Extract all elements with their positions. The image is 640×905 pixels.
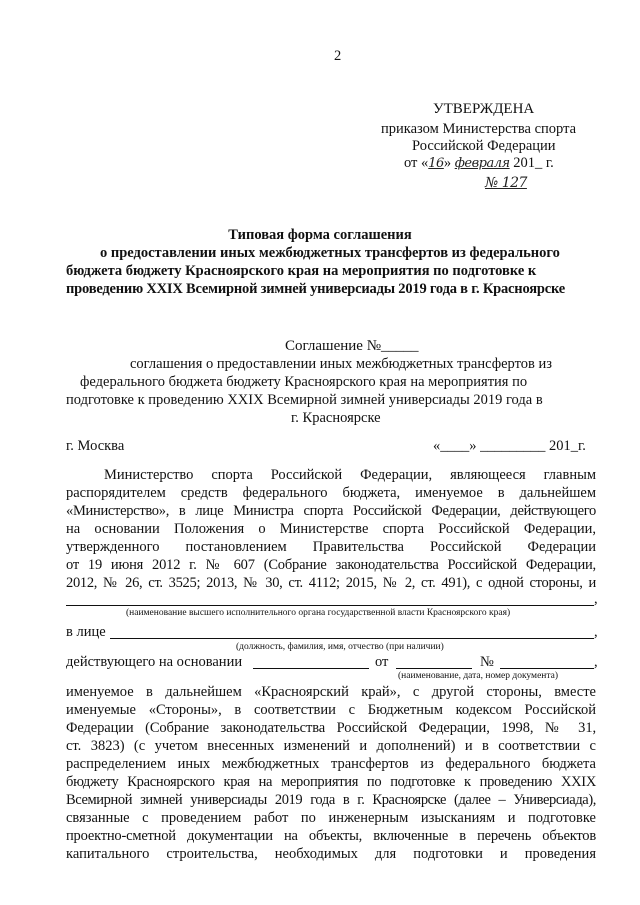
- place-city: г. Москва: [66, 438, 125, 454]
- in-person-label: в лице: [66, 624, 106, 640]
- field1-comma: ,: [594, 591, 598, 607]
- field3-caption: (наименование, дата, номер документа): [398, 671, 559, 681]
- para2-line: распределением иных межбюджетных трансфертов из федерального бюджета: [66, 756, 596, 772]
- form-title-line2: о предоставлении иных межбюджетных трансфертов из федерального: [100, 245, 560, 261]
- field3-comma: ,: [594, 654, 598, 670]
- para1-line: «Министерство», в лице Министра спорта Российской Федерации, действующего: [66, 503, 596, 519]
- form-title-line1: Типовая форма соглашения: [228, 227, 412, 243]
- agreement-number: Соглашение №_____: [285, 338, 419, 354]
- para2-line: связанные с проведением работ по инженерным изысканиям и подготовке: [66, 810, 596, 826]
- document-date-field[interactable]: [396, 668, 472, 669]
- acting-from-label: от: [375, 654, 389, 670]
- approval-date: [404, 155, 554, 172]
- agreement-line2: соглашения о предоставлении иных межбюджетных трансфертов из: [130, 356, 552, 372]
- approval-line2: Российской Федерации: [412, 138, 556, 154]
- para1-line: распорядителем средств федерального бюджета, именуемое в дальнейшем: [66, 485, 596, 501]
- approval-title: УТВЕРЖДЕНА: [433, 101, 535, 117]
- para1-line: от 19 июня 2012 г. № 607 (Собрание законодательства Российской Федерации,: [66, 557, 596, 573]
- field2-caption: (должность, фамилия, имя, отчество (при наличии): [236, 642, 444, 652]
- para2-line: Федерации (Собрание законодательства Российской Федерации, 1998, № 31,: [66, 720, 596, 736]
- para2-line: капитального строительства, необходимых для подготовки и проведения: [66, 846, 596, 862]
- field1-caption: (наименование высшего исполнительного органа государственной власти Красноярского края): [126, 608, 511, 618]
- para1-line: 2012, № 26, ст. 3525; 2013, № 30, ст. 4112; 2015, № 2, ст. 491), с одной стороны, и: [66, 575, 596, 591]
- agreement-line3: федерального бюджета бюджету Красноярского края на мероприятия по: [80, 374, 528, 390]
- approval-date-day: 16: [428, 156, 444, 171]
- form-title-line3: бюджета бюджету Красноярского края на мероприятия по подготовке к: [66, 263, 537, 279]
- para2-line: бюджету Красноярского края на мероприятия по подготовке к проведению XXIX: [66, 774, 596, 790]
- approval-number: № 127: [485, 175, 527, 191]
- para2-line: ст. 3823) (с учетом внесенных изменений и дополнений) и в соответствии с: [66, 738, 596, 754]
- para2-line: именуемые «Стороны», в соответствии с Бюджетным кодексом Российской: [66, 702, 596, 718]
- place-date: «____» _________ 201_г.: [433, 438, 586, 454]
- para1-line: на основании Положения о Министерстве спорта Российской Федерации,: [66, 521, 596, 537]
- agreement-line5: г. Красноярске: [291, 410, 381, 426]
- approval-date-month: февраля: [454, 156, 510, 171]
- acting-label: действующего на основании: [66, 654, 243, 670]
- agreement-line4: подготовке к проведению XXIX Всемирной зимней универсиады 2019 года в: [66, 392, 543, 408]
- acting-no-label: №: [480, 654, 494, 670]
- para2-line: именуемое в дальнейшем «Красноярский край», с другой стороны, вместе: [66, 684, 596, 700]
- page-number: 2: [334, 48, 342, 64]
- form-title-line4: проведению XXIX Всемирной зимней универсиады 2019 года в г. Красноярске: [66, 281, 565, 297]
- field2-comma: ,: [594, 624, 598, 640]
- executive-body-field[interactable]: [66, 605, 594, 606]
- document-number-field[interactable]: [500, 668, 594, 669]
- approval-date-prefix: от «: [404, 155, 429, 171]
- para2-line: проектно-сметной документации на объекты, включенные в перечень объектов: [66, 828, 596, 844]
- para1-line: Министерство спорта Российской Федерации, являющееся главным: [104, 467, 596, 483]
- representative-field[interactable]: [110, 638, 594, 639]
- approval-date-year: 201_ г.: [513, 155, 554, 171]
- para1-line: утвержденного постановлением Правительства Российской Федерации: [66, 539, 596, 555]
- approval-date-mid: »: [443, 155, 452, 171]
- para2-line: Всемирной зимней универсиады 2019 года в г. Красноярске (далее – Универсиада),: [66, 792, 596, 808]
- document-name-field[interactable]: [253, 668, 369, 669]
- approval-line1: приказом Министерства спорта: [381, 121, 577, 137]
